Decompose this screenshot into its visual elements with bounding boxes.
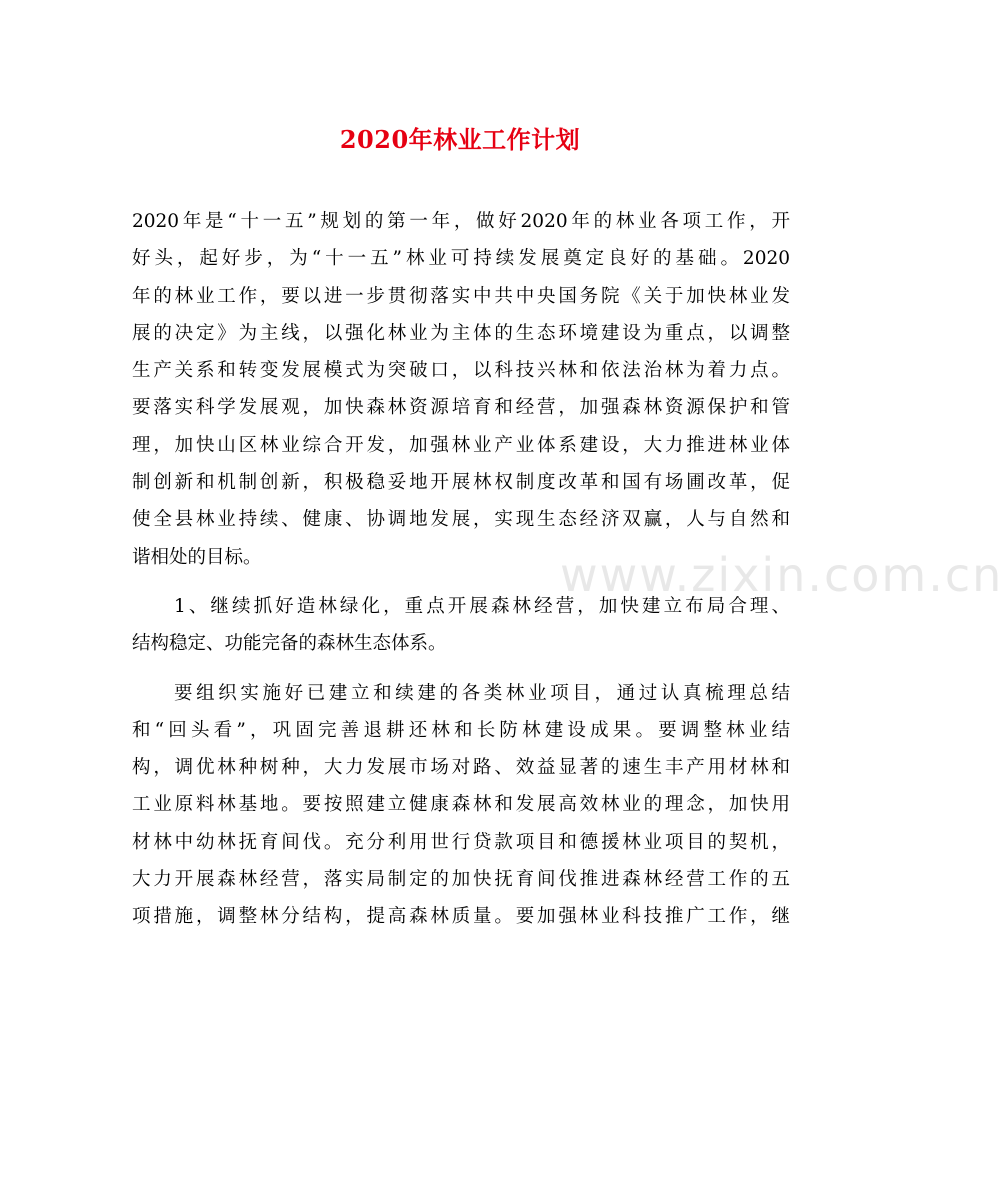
text-line: 使全县林业持续、健康、协调地发展，实现生态经济双赢，人与自然和 (132, 509, 790, 531)
paragraph-section-1-detail (132, 675, 790, 936)
text-line: 好头，起好步，为“十一五”林业可持续发展奠定良好的基础。2020 (132, 248, 790, 270)
text-line: 项措施，调整林分结构，提高森林质量。要加强林业科技推广工作，继 (132, 906, 790, 928)
text-line: 结构稳定、功能完备的森林生态体系。 (132, 633, 447, 655)
document-title: 2020年林业工作计划 (339, 125, 581, 154)
text-line: 年的林业工作，要以进一步贯彻落实中共中央国务院《关于加快林业发 (132, 285, 790, 307)
text-line: 制创新和机制创新，积极稳妥地开展林权制度改革和国有场圃改革，促 (132, 472, 790, 494)
text-line: 要组织实施好已建立和续建的各类林业项目，通过认真梳理总结 (174, 682, 790, 704)
text-line: 谐相处的目标。 (132, 546, 262, 568)
text-line: 大力开展森林经营，落实局制定的加快抚育间伐推进森林经营工作的五 (132, 869, 790, 891)
watermark: www.zixin.com.cn (560, 548, 1003, 602)
text-line: 生产关系和转变发展模式为突破口，以科技兴林和依法治林为着力点。 (132, 360, 790, 382)
paragraph-intro (132, 203, 790, 576)
paragraph-spacer (132, 576, 790, 588)
text-line: 1、继续抓好造林绿化，重点开展森林经营，加快建立布局合理、 (174, 595, 790, 617)
text-line: 和“回头看”，巩固完善退耕还林和长防林建设成果。要调整林业结 (132, 719, 790, 741)
text-line: 要落实科学发展观，加快森林资源培育和经营，加强森林资源保护和管 (132, 397, 790, 419)
text-line: 材林中幼林抚育间伐。充分利用世行贷款项目和德援林业项目的契机， (132, 831, 790, 853)
paragraph-section-1 (132, 588, 790, 663)
text-line: 理，加快山区林业综合开发，加强林业产业体系建设，大力推进林业体 (132, 434, 790, 456)
document-body (132, 203, 790, 936)
text-line: 展的决定》为主线，以强化林业为主体的生态环境建设为重点，以调整 (132, 322, 790, 344)
text-line: 构，调优林种树种，大力发展市场对路、效益显著的速生丰产用材林和 (132, 757, 790, 779)
text-line: 2020年是“十一五”规划的第一年，做好2020年的林业各项工作，开 (132, 211, 790, 232)
paragraph-spacer (132, 663, 790, 675)
text-line: 工业原料林基地。要按照建立健康森林和发展高效林业的理念，加快用 (132, 794, 790, 816)
